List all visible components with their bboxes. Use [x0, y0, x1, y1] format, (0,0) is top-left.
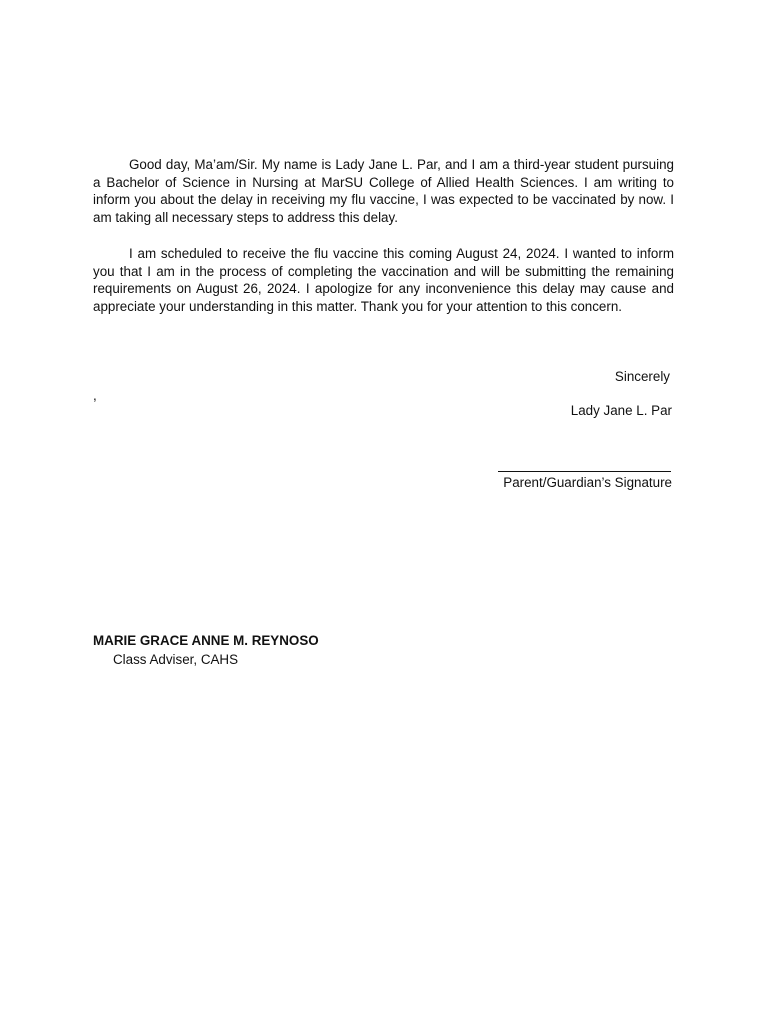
letter-paragraph-2: I am scheduled to receive the flu vaccine this coming August 24, 2024. I wanted to inform you that I am in the process of completing the vaccination and will be submitting the remaining requirements on August 26, 2024. I apologize for any inconvenience this delay may cause and appreciate your understanding in this matter. Thank you for your attention to this concern.: [93, 246, 674, 315]
adviser-name: MARIE GRACE ANNE M. REYNOSO: [93, 633, 319, 648]
signature-label: Parent/Guardian’s Signature: [503, 475, 672, 490]
letter-paragraph-1: Good day, Ma’am/Sir. My name is Lady Jane L. Par, and I am a third-year student pursuing a Bachelor of Science in Nursing at MarSU College of Allied Health Sciences. I am writing to inform you about the delay in receiving my flu vaccine, I was expected to be vaccinated by now. I am taking all necessary steps to address this delay.: [93, 157, 674, 226]
sender-name: Lady Jane L. Par: [570, 403, 672, 418]
closing-text: Sincerely: [614, 369, 670, 384]
adviser-title: Class Adviser, CAHS: [113, 652, 239, 667]
stray-comma: ,: [93, 388, 97, 403]
signature-line: [498, 471, 671, 472]
